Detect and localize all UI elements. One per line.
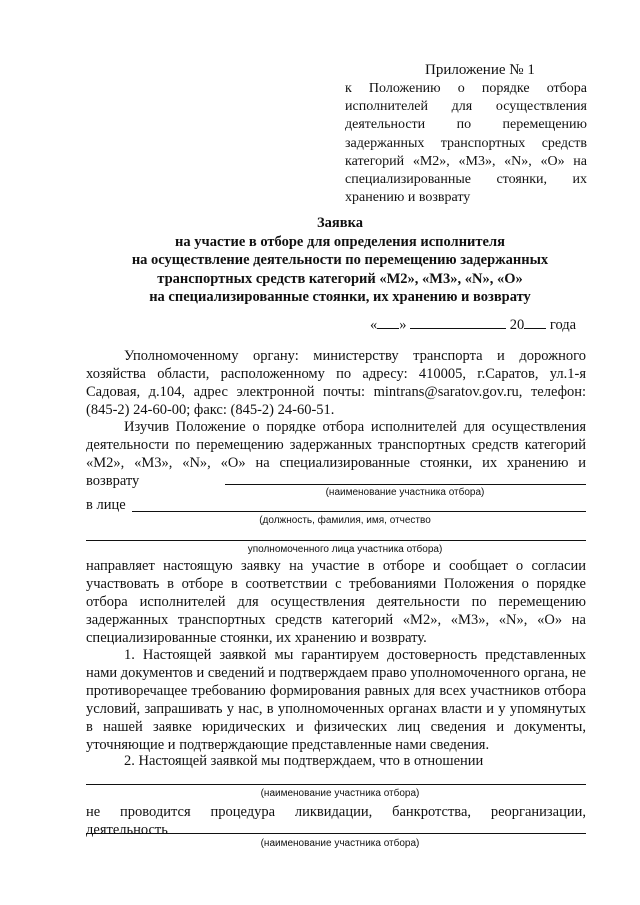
sends-paragraph: [86, 557, 586, 647]
heading-line-5: на специализированные стоянки, их хранению и возврату: [149, 289, 531, 305]
point-2-text: 2. Настоящей заявкой мы подтверждаем, что в отношении: [124, 753, 484, 769]
v-litse-label: в лице: [86, 497, 126, 513]
participant-name-caption-2: (наименование участника отбора): [260, 788, 420, 799]
heading-line-1: Заявка: [317, 215, 363, 231]
intro-text: Изучив Положение о порядке отбора исполнителей для осуществления деятельности по перемещению задержанных транспортных средств категорий «М2», «М3», «N», «О» на специализированные стоянки, их хранению и возврату: [86, 419, 586, 489]
year-prefix: 20: [509, 317, 525, 333]
representative-line-2[interactable]: [86, 540, 586, 541]
point-1-paragraph: [86, 646, 586, 754]
representative-line[interactable]: [132, 511, 586, 512]
participant-name-line-2[interactable]: [86, 784, 586, 785]
participant-name-line[interactable]: [225, 484, 586, 485]
appendix-text: к Положению о порядке отбора исполнителей для осуществления деятельности по перемещению задержанных транспортных средств категорий «М2», «М3», «N», «О» на специализированные стоянки, их хранению и возврату: [345, 81, 587, 206]
date-close-quote: »: [399, 317, 407, 333]
date-line: [370, 316, 576, 334]
not-conducted-text: не проводится процедура ликвидации, банкротства, реорганизации, деятельность: [86, 804, 586, 838]
participant-name-line-3[interactable]: [86, 833, 586, 834]
year-blank[interactable]: [524, 316, 546, 329]
appendix-title: Приложение № 1: [425, 62, 535, 78]
point-1-text: 1. Настоящей заявкой мы гарантируем достоверность представленных нами документов и сведений и подтверждаем право уполномоченного органа, не противоречащее требованию формирования равных для всех участников отбора условий, запрашивать у нас, в уполномоченных органах власти и у упомянутых в нашей заявке юридических и физических лиц сведения и документы, уточняющие и подтверждающие представленные нами сведения.: [86, 647, 586, 753]
heading-line-4: транспортных средств категорий «М2», «М3», «N», «О»: [157, 270, 523, 287]
month-blank[interactable]: [410, 316, 506, 329]
addressee-paragraph: [86, 347, 586, 419]
application-heading: [80, 214, 600, 307]
sends-text: направляет настоящую заявку на участие в отборе и сообщает о согласии участвовать в отборе в соответствии с требованиями Положения о порядке отбора исполнителей для осуществления деятельности по перемещению задержанных транспортных средств категорий «М2», «М3», «N», «О» на специализированные стоянки, их хранению и возврату.: [86, 558, 586, 646]
point-2-paragraph: [86, 752, 586, 770]
day-blank[interactable]: [377, 316, 399, 329]
position-fio-caption: (должность, фамилия, имя, отчество: [259, 515, 431, 526]
authorized-person-caption: уполномоченного лица участника отбора): [247, 544, 443, 555]
participant-name-caption-3: (наименование участника отбора): [260, 838, 420, 849]
addressee-text: Уполномоченному органу: министерству транспорта и дорожного хозяйства области, расположенному по адресу: 410005, г.Саратов, ул.1-я Садовая, д.104, адрес электронной почты: mintrans@saratov.gov.ru, телефон: (845-2) 24-60-00; факс: (845-2) 24-60-51.: [86, 348, 586, 418]
date-open-quote: «: [370, 317, 378, 333]
participant-name-caption: (наименование участника отбора): [325, 487, 485, 498]
year-suffix: года: [549, 317, 577, 333]
heading-line-2: на участие в отборе для определения исполнителя: [175, 233, 505, 250]
heading-line-3: на осуществление деятельности по перемещению задержанных: [131, 252, 549, 268]
intro-paragraph: [86, 418, 586, 490]
